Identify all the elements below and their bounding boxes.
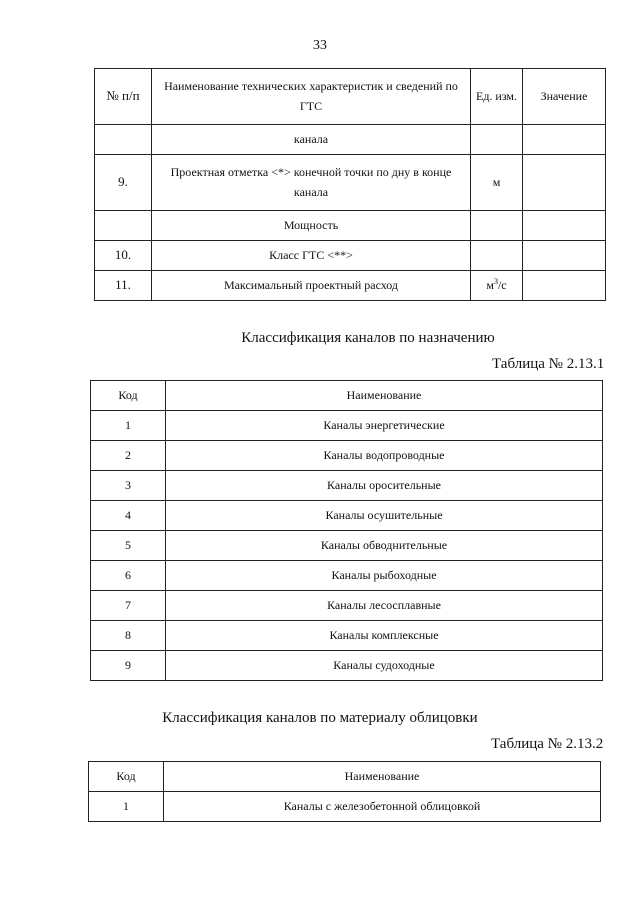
header-code: Код xyxy=(91,381,166,411)
row-unit xyxy=(471,241,523,271)
row-code: 2 xyxy=(91,441,166,471)
header-unit: Ед. изм. xyxy=(471,69,523,125)
row-name: Каналы с железобетонной облицовкой xyxy=(164,792,601,822)
row-name: Класс ГТС <**> xyxy=(152,241,471,271)
row-name: Каналы осушительные xyxy=(166,501,603,531)
row-code: 9 xyxy=(91,651,166,681)
table-row xyxy=(91,531,603,561)
row-code: 4 xyxy=(91,501,166,531)
row-code: 6 xyxy=(91,561,166,591)
canal-lining-table xyxy=(88,761,601,822)
canal-purpose-table xyxy=(90,380,603,681)
row-name: Каналы комплексные xyxy=(166,621,603,651)
gts-characteristics-table xyxy=(94,68,606,301)
section-heading-purpose: Классификация каналов по назначению xyxy=(241,330,495,346)
table-row xyxy=(95,271,606,301)
header-value: Значение xyxy=(523,69,606,125)
table-row xyxy=(91,561,603,591)
row-value xyxy=(523,271,606,301)
row-name: Каналы рыбоходные xyxy=(166,561,603,591)
table-row xyxy=(91,651,603,681)
row-name: канала xyxy=(152,125,471,155)
row-code: 8 xyxy=(91,621,166,651)
table-row xyxy=(91,621,603,651)
table-row xyxy=(89,792,601,822)
header-name: Наименование xyxy=(164,762,601,792)
table-row xyxy=(95,125,606,155)
row-num: 11. xyxy=(95,271,152,301)
row-name: Мощность xyxy=(152,211,471,241)
unit-base: м xyxy=(486,277,494,292)
unit-superscript: 3 xyxy=(493,276,498,286)
table-header-row xyxy=(89,762,601,792)
row-code: 1 xyxy=(89,792,164,822)
table-row xyxy=(95,211,606,241)
table-row xyxy=(91,501,603,531)
row-name: Каналы лесосплавные xyxy=(166,591,603,621)
unit-tail: /с xyxy=(497,277,507,292)
table-row xyxy=(91,441,603,471)
row-value xyxy=(523,211,606,241)
row-code: 7 xyxy=(91,591,166,621)
table-row xyxy=(91,411,603,441)
row-name: Каналы оросительные xyxy=(166,471,603,501)
row-unit xyxy=(471,271,523,301)
table-row xyxy=(95,155,606,211)
table-header-row xyxy=(91,381,603,411)
row-num xyxy=(95,125,152,155)
row-name: Каналы судоходные xyxy=(166,651,603,681)
row-unit: м xyxy=(471,155,523,211)
row-unit xyxy=(471,211,523,241)
row-unit xyxy=(471,125,523,155)
table-number-2-13-1: Таблица № 2.13.1 xyxy=(492,356,605,372)
header-code: Код xyxy=(89,762,164,792)
row-name: Каналы обводнительные xyxy=(166,531,603,561)
row-value xyxy=(523,155,606,211)
table-row xyxy=(91,591,603,621)
row-code: 5 xyxy=(91,531,166,561)
row-num xyxy=(95,211,152,241)
table-row xyxy=(95,241,606,271)
table-row xyxy=(91,471,603,501)
row-code: 3 xyxy=(91,471,166,501)
header-name: Наименование технических характеристик и сведений по ГТС xyxy=(152,69,471,125)
table-header-row xyxy=(95,69,606,125)
table-number-2-13-2: Таблица № 2.13.2 xyxy=(491,736,604,752)
row-name: Проектная отметка <*> конечной точки по дну в конце канала xyxy=(152,155,471,211)
row-value xyxy=(523,125,606,155)
row-num: 10. xyxy=(95,241,152,271)
row-name: Каналы энергетические xyxy=(166,411,603,441)
header-name: Наименование xyxy=(166,381,603,411)
row-name: Максимальный проектный расход xyxy=(152,271,471,301)
row-name: Каналы водопроводные xyxy=(166,441,603,471)
row-num: 9. xyxy=(95,155,152,211)
header-num: № п/п xyxy=(95,69,152,125)
section-heading-lining: Классификация каналов по материалу облицовки xyxy=(162,710,478,726)
page-number: 33 xyxy=(313,38,327,53)
row-code: 1 xyxy=(91,411,166,441)
row-value xyxy=(523,241,606,271)
